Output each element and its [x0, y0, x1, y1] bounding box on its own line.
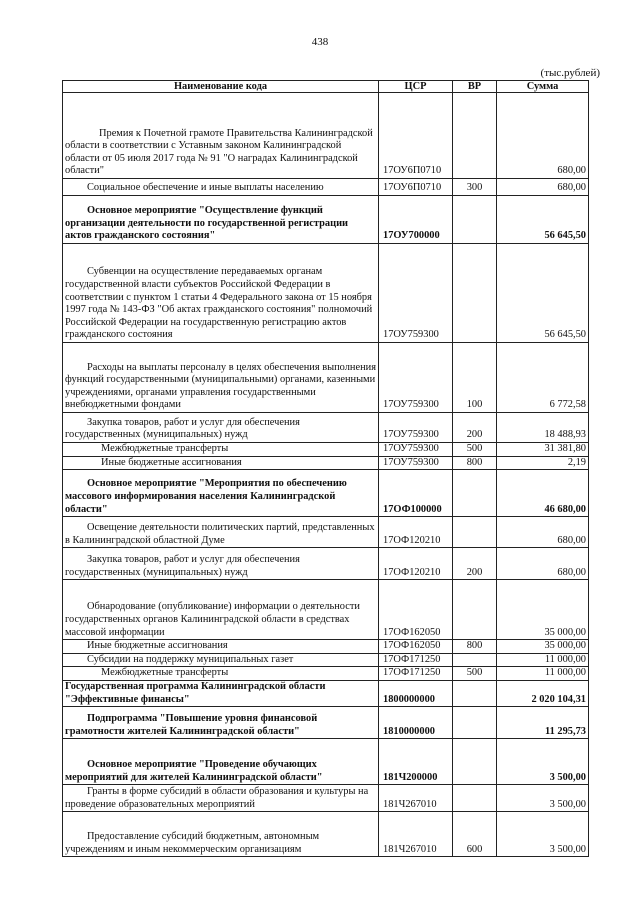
- row-sum: 46 680,00: [497, 470, 589, 517]
- row-sum: 11 000,00: [497, 653, 589, 667]
- row-name: Освещение деятельности политических партий, представленных в Калининградской областной Думе: [63, 517, 379, 548]
- row-name: Расходы на выплаты персоналу в целях обеспечения выполнения функций государственными (муниципальными) органами, казенными учреждениями, органами управления государственными внебюджетными фондами: [63, 343, 379, 413]
- row-name: Межбюджетные трансферты: [63, 667, 379, 681]
- row-vr: 200: [453, 413, 497, 443]
- row-vr: [453, 653, 497, 667]
- row-code: 17ОУ6П0710: [379, 179, 453, 196]
- row-sum: 6 772,58: [497, 343, 589, 413]
- row-vr: [453, 785, 497, 812]
- table-row: [63, 739, 589, 785]
- row-code: 1810000000: [379, 707, 453, 739]
- table-row: [63, 640, 589, 654]
- row-sum: 680,00: [497, 548, 589, 580]
- row-vr: 500: [453, 667, 497, 681]
- row-sum: 11 295,73: [497, 707, 589, 739]
- header-name: Наименование кода: [63, 81, 379, 93]
- row-vr: [453, 680, 497, 706]
- row-name: Основное мероприятие "Осуществление функций организации деятельности по государственной регистрации актов гражданского состояния": [63, 196, 379, 244]
- header-code: ЦСР: [379, 81, 453, 93]
- row-name: Закупка товаров, работ и услуг для обеспечения государственных (муниципальных) нужд: [63, 548, 379, 580]
- row-name: Основное мероприятие "Проведение обучающих мероприятий для жителей Калининградской области": [63, 739, 379, 785]
- table-row: [63, 653, 589, 667]
- row-sum: 680,00: [497, 517, 589, 548]
- row-name: Субвенции на осуществление передаваемых органам государственной власти субъектов Российской Федерации в соответствии с пунктом 1 статьи 4 Федерального закона от 15 ноября 1997 года № 143-ФЗ "Об актах гражданского состояния" полномочий Российской Федерации на государственную регистрацию актов гражданского состояния: [63, 244, 379, 343]
- row-vr: 200: [453, 548, 497, 580]
- row-sum: 18 488,93: [497, 413, 589, 443]
- row-code: 17ОФ171250: [379, 667, 453, 681]
- row-sum: 35 000,00: [497, 580, 589, 640]
- row-sum: 11 000,00: [497, 667, 589, 681]
- row-code: 181Ч200000: [379, 739, 453, 785]
- table-row: [63, 517, 589, 548]
- row-name: Закупка товаров, работ и услуг для обеспечения государственных (муниципальных) нужд: [63, 413, 379, 443]
- row-vr: [453, 707, 497, 739]
- row-vr: 100: [453, 343, 497, 413]
- row-name: Социальное обеспечение и иные выплаты населению: [63, 179, 379, 196]
- table-row: [63, 470, 589, 517]
- row-sum: 3 500,00: [497, 739, 589, 785]
- row-name: Иные бюджетные ассигнования: [63, 640, 379, 654]
- row-code: 17ОУ700000: [379, 196, 453, 244]
- row-name: Гранты в форме субсидий в области образования и культуры на проведение образовательных мероприятий: [63, 785, 379, 812]
- row-name: Предоставление субсидий бюджетным, автономным учреждениям и иным некоммерческим организациям: [63, 812, 379, 857]
- row-sum: 680,00: [497, 93, 589, 179]
- row-vr: [453, 580, 497, 640]
- row-sum: 31 381,80: [497, 443, 589, 457]
- row-sum: 680,00: [497, 179, 589, 196]
- table-row: [63, 785, 589, 812]
- table-row: [63, 548, 589, 580]
- row-code: 17ОФ162050: [379, 640, 453, 654]
- row-code: 1800000000: [379, 680, 453, 706]
- row-vr: [453, 517, 497, 548]
- row-code: 17ОУ759300: [379, 413, 453, 443]
- row-vr: 800: [453, 640, 497, 654]
- table-row: [63, 580, 589, 640]
- row-name: Иные бюджетные ассигнования: [63, 456, 379, 470]
- row-code: 17ОФ120210: [379, 548, 453, 580]
- row-name: Обнародование (опубликование) информации о деятельности государственных органов Калининградской области в средствах массовой информации: [63, 580, 379, 640]
- row-sum: 56 645,50: [497, 196, 589, 244]
- page-number: 438: [311, 36, 329, 48]
- row-name: Субсидии на поддержку муниципальных газет: [63, 653, 379, 667]
- row-sum: 2,19: [497, 456, 589, 470]
- row-code: 17ОУ759300: [379, 244, 453, 343]
- row-code: 17ОФ162050: [379, 580, 453, 640]
- row-sum: 2 020 104,31: [497, 680, 589, 706]
- row-code: 17ОУ6П0710: [379, 93, 453, 179]
- table-row: [63, 456, 589, 470]
- row-code: 17ОУ759300: [379, 456, 453, 470]
- row-vr: 500: [453, 443, 497, 457]
- row-vr: 800: [453, 456, 497, 470]
- row-code: 181Ч267010: [379, 812, 453, 857]
- table-row: [63, 812, 589, 857]
- row-vr: [453, 739, 497, 785]
- row-vr: [453, 93, 497, 179]
- row-vr: 600: [453, 812, 497, 857]
- row-sum: 56 645,50: [497, 244, 589, 343]
- row-name: Подпрограмма "Повышение уровня финансовой грамотности жителей Калининградской области": [63, 707, 379, 739]
- row-sum: 3 500,00: [497, 785, 589, 812]
- row-code: 17ОУ759300: [379, 443, 453, 457]
- units-label: (тыс.рублей): [540, 67, 600, 79]
- row-name: Основное мероприятие "Мероприятия по обеспечению массового информирования населения Калининградской области": [63, 470, 379, 517]
- row-sum: 3 500,00: [497, 812, 589, 857]
- row-name: Государственная программа Калининградской области "Эффективные финансы": [63, 680, 379, 706]
- header-sum: Сумма: [497, 81, 589, 93]
- row-vr: 300: [453, 179, 497, 196]
- table-header-row: [63, 81, 589, 93]
- table-row: [63, 93, 589, 179]
- table-row: [63, 443, 589, 457]
- table-row: [63, 667, 589, 681]
- table-row: [63, 244, 589, 343]
- row-name: Премия к Почетной грамоте Правительства Калининградской области в соответствии с Уставным законом Калининградской области от 05 июля 2017 года № 91 "О наградах Калининградской области": [63, 93, 379, 179]
- table-row: [63, 196, 589, 244]
- row-code: 17ОУ759300: [379, 343, 453, 413]
- row-name: Межбюджетные трансферты: [63, 443, 379, 457]
- table-row: [63, 343, 589, 413]
- table-row: [63, 680, 589, 706]
- row-code: 17ОФ171250: [379, 653, 453, 667]
- row-vr: [453, 196, 497, 244]
- header-vr: ВР: [453, 81, 497, 93]
- table-row: [63, 707, 589, 739]
- row-code: 17ОФ100000: [379, 470, 453, 517]
- row-code: 181Ч267010: [379, 785, 453, 812]
- row-vr: [453, 470, 497, 517]
- row-sum: 35 000,00: [497, 640, 589, 654]
- table-row: [63, 179, 589, 196]
- table-row: [63, 413, 589, 443]
- row-code: 17ОФ120210: [379, 517, 453, 548]
- budget-table: [62, 80, 589, 857]
- row-vr: [453, 244, 497, 343]
